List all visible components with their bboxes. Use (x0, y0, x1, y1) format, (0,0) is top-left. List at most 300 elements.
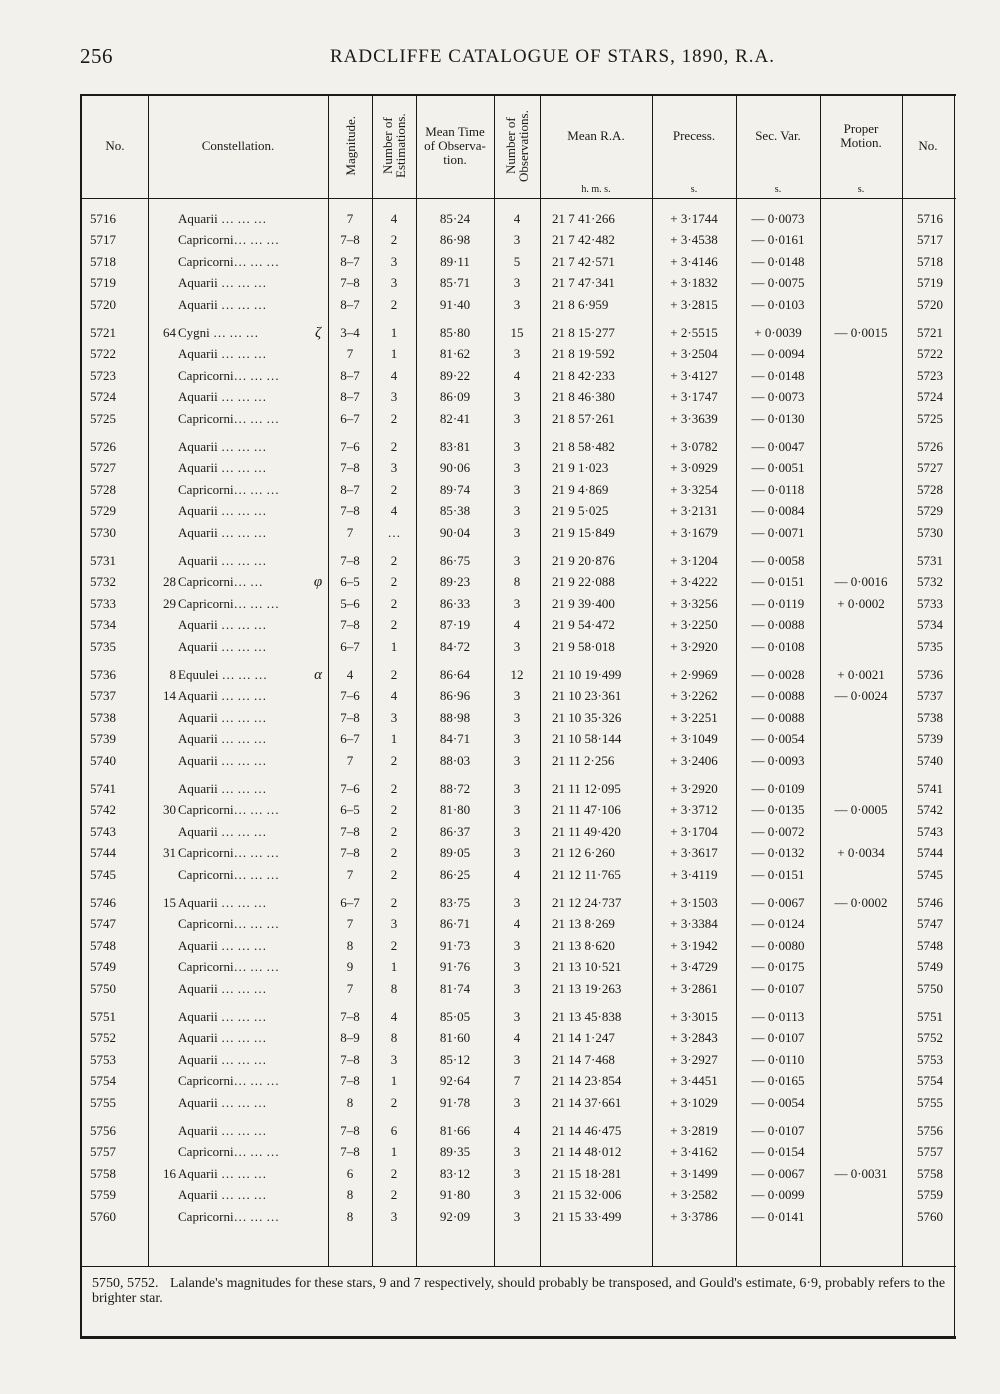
cell-observations: 3 (513, 389, 521, 405)
header-no: No. (105, 138, 125, 153)
cell-magnitude: 7 (346, 916, 354, 932)
cell-secular-variation: — 0·0108 (751, 638, 805, 654)
cell-mean-time: 84·72 (439, 638, 471, 654)
cell-magnitude: 7–6 (340, 688, 360, 704)
cell-constellation: Capricorni… … … (178, 959, 280, 975)
cell-star-number-right: 5729 (917, 503, 943, 519)
cell-mean-time: 89·11 (440, 253, 470, 269)
cell-magnitude: 7–8 (340, 503, 360, 519)
cell-constellation: Capricorni… … … (178, 916, 280, 932)
cell-constellation: Capricorni… … … (178, 1073, 280, 1089)
cell-observations: 3 (513, 1009, 521, 1024)
cell-star-number-right: 5738 (917, 709, 943, 725)
cell-secular-variation: — 0·0109 (751, 781, 805, 796)
cell-mean-time: 91·73 (439, 937, 471, 953)
cell-mean-time: 85·24 (439, 211, 471, 226)
cell-secular-variation: — 0·0071 (751, 524, 805, 540)
cell-proper-motion: + 0·0021 (837, 667, 885, 682)
cell-magnitude: 8–7 (340, 296, 360, 312)
cell-mean-time: 88·72 (439, 781, 471, 796)
cell-flamsteed-number: 15 (163, 895, 176, 910)
cell-star-number: 5735 (90, 638, 116, 654)
table-row (82, 892, 954, 914)
cell-mean-time: 91·76 (439, 959, 471, 975)
cell-mean-time: 86·37 (439, 823, 471, 839)
cell-precession: + 3·2262 (670, 688, 718, 704)
cell-constellation: Capricorni… … … (178, 481, 280, 497)
cell-estimations: 4 (390, 211, 398, 226)
cell-secular-variation: — 0·0088 (751, 709, 805, 725)
cell-magnitude: 8 (346, 937, 354, 953)
cell-magnitude: 7–8 (340, 1009, 360, 1024)
table-row (82, 436, 954, 458)
cell-estimations: 3 (390, 916, 398, 932)
cell-star-number-right: 5750 (917, 980, 943, 996)
cell-magnitude: 3–4 (340, 325, 360, 340)
cell-mean-ra: 21 8 57·261 (552, 410, 615, 426)
cell-constellation: Aquarii … … … (178, 709, 267, 725)
cell-precession: + 3·1499 (670, 1165, 718, 1181)
cell-constellation: Capricorni… … … (178, 232, 280, 248)
cell-mean-ra: 21 14 23·854 (552, 1073, 622, 1089)
cell-star-number: 5749 (90, 959, 116, 975)
page-number: 256 (80, 44, 113, 68)
table-row (82, 821, 954, 843)
cell-mean-time: 89·22 (439, 367, 471, 383)
cell-secular-variation: — 0·0073 (751, 211, 805, 226)
cell-magnitude: 7 (346, 866, 354, 882)
cell-precession: + 3·4451 (670, 1073, 718, 1089)
cell-mean-time: 89·23 (439, 574, 471, 590)
table-row (82, 978, 954, 1000)
cell-constellation: Aquarii … … … (178, 553, 267, 568)
cell-mean-ra: 21 11 47·106 (552, 802, 621, 818)
table-row (82, 685, 954, 707)
cell-bayer-letter: φ (313, 574, 323, 591)
cell-magnitude: 7 (346, 211, 354, 226)
cell-star-number-right: 5737 (917, 688, 943, 704)
cell-mean-ra: 21 8 15·277 (552, 325, 615, 340)
cell-estimations: 2 (390, 1094, 398, 1110)
cell-estimations: … (387, 524, 401, 540)
table-row (82, 593, 954, 615)
cell-star-number-right: 5719 (917, 275, 943, 291)
table-row (82, 913, 954, 935)
cell-mean-time: 89·05 (439, 845, 471, 861)
table-row (82, 750, 954, 772)
cell-star-number: 5725 (90, 410, 116, 426)
cell-constellation: Aquarii … … … (178, 524, 267, 540)
cell-mean-time: 88·98 (439, 709, 471, 725)
cell-star-number-right: 5756 (917, 1123, 943, 1138)
cell-mean-ra: 21 9 54·472 (552, 617, 615, 633)
cell-mean-ra: 21 8 6·959 (552, 296, 609, 312)
cell-star-number-right: 5723 (917, 367, 943, 383)
cell-observations: 4 (513, 916, 521, 932)
cell-mean-ra: 21 9 22·088 (552, 574, 615, 590)
cell-star-number-right: 5740 (917, 752, 943, 768)
cell-secular-variation: — 0·0088 (751, 688, 805, 704)
cell-constellation: Aquarii … … … (178, 752, 267, 768)
table-row (82, 842, 954, 864)
cell-star-number-right: 5741 (917, 781, 943, 796)
cell-observations: 3 (513, 1187, 521, 1203)
cell-estimations: 1 (390, 731, 398, 747)
cell-observations: 15 (510, 325, 524, 340)
cell-magnitude: 6–7 (340, 638, 360, 654)
cell-mean-time: 85·05 (439, 1009, 471, 1024)
cell-mean-ra: 21 14 48·012 (552, 1144, 622, 1160)
table-row (82, 1163, 954, 1185)
cell-estimations: 3 (390, 1051, 398, 1067)
header-proper-motion: Proper Motion. (840, 121, 882, 150)
cell-constellation: Aquarii … … … (178, 1094, 267, 1110)
cell-observations: 3 (513, 959, 521, 975)
cell-magnitude: 8–7 (340, 367, 360, 383)
cell-precession: + 3·2843 (670, 1030, 718, 1046)
cell-star-number: 5733 (90, 595, 116, 611)
cell-secular-variation: — 0·0130 (751, 410, 805, 426)
cell-mean-time: 91·80 (439, 1187, 471, 1203)
cell-estimations: 4 (390, 1009, 398, 1024)
cell-precession: + 3·1747 (670, 389, 718, 405)
cell-star-number: 5755 (90, 1094, 116, 1110)
cell-secular-variation: — 0·0135 (751, 802, 805, 818)
cell-constellation: Aquarii … … … (178, 503, 267, 519)
cell-observations: 3 (513, 296, 521, 312)
cell-mean-ra: 21 11 12·095 (552, 781, 621, 796)
cell-precession: + 3·3639 (670, 410, 718, 426)
cell-estimations: 3 (390, 253, 398, 269)
cell-estimations: 3 (390, 389, 398, 405)
cell-constellation: Aquarii … … … (178, 688, 267, 704)
cell-observations: 3 (513, 553, 521, 568)
cell-star-number: 5754 (90, 1073, 116, 1089)
cell-observations: 3 (513, 481, 521, 497)
cell-secular-variation: — 0·0067 (751, 1165, 805, 1181)
cell-magnitude: 8–7 (340, 253, 360, 269)
cell-mean-time: 90·04 (439, 524, 471, 540)
cell-mean-ra: 21 14 46·475 (552, 1123, 622, 1138)
cell-star-number: 5753 (90, 1051, 116, 1067)
cell-precession: + 3·1503 (670, 895, 718, 910)
cell-mean-time: 86·71 (439, 916, 471, 932)
cell-observations: 3 (513, 802, 521, 818)
table-row (82, 408, 954, 430)
footnote-ref: 5750, 5752. (92, 1276, 159, 1291)
cell-secular-variation: — 0·0099 (751, 1187, 805, 1203)
cell-star-number-right: 5749 (917, 959, 943, 975)
cell-secular-variation: — 0·0151 (751, 574, 805, 590)
cell-star-number-right: 5744 (917, 845, 943, 861)
cell-mean-ra: 21 15 32·006 (552, 1187, 622, 1203)
table-row (82, 664, 954, 686)
cell-estimations: 1 (390, 1144, 398, 1160)
cell-star-number: 5757 (90, 1144, 116, 1160)
cell-magnitude: 6–5 (340, 574, 360, 590)
cell-star-number-right: 5760 (917, 1208, 943, 1224)
cell-observations: 3 (513, 1165, 521, 1181)
cell-constellation: Capricorni… … … (178, 1208, 280, 1224)
cell-star-number: 5759 (90, 1187, 116, 1203)
cell-estimations: 2 (390, 823, 398, 839)
cell-magnitude: 7–8 (340, 1144, 360, 1160)
cell-observations: 4 (513, 1123, 521, 1138)
cell-mean-time: 84·71 (439, 731, 471, 747)
table-row (82, 386, 954, 408)
header-magnitude: Magnitude. (342, 116, 358, 176)
header-constellation: Constellation. (201, 138, 275, 153)
cell-constellation: Capricorni… … … (178, 595, 280, 611)
cell-mean-time: 86·75 (439, 553, 471, 568)
catalogue-table (80, 94, 956, 1339)
cell-star-number: 5726 (90, 439, 116, 454)
cell-observations: 3 (513, 524, 521, 540)
cell-secular-variation: — 0·0103 (751, 296, 805, 312)
table-row (82, 229, 954, 251)
cell-star-number-right: 5736 (917, 667, 943, 682)
cell-magnitude: 7 (346, 346, 354, 362)
cell-mean-time: 91·40 (439, 296, 471, 312)
cell-constellation: Aquarii … … … (178, 1165, 267, 1181)
cell-estimations: 4 (390, 503, 398, 519)
cell-estimations: 2 (390, 752, 398, 768)
cell-secular-variation: — 0·0148 (751, 253, 805, 269)
cell-magnitude: 7–8 (340, 275, 360, 291)
cell-star-number-right: 5726 (917, 439, 943, 454)
table-row (82, 522, 954, 544)
cell-secular-variation: — 0·0028 (751, 667, 805, 682)
cell-observations: 3 (513, 503, 521, 519)
cell-constellation: Aquarii … … … (178, 638, 267, 654)
cell-mean-ra: 21 10 19·499 (552, 667, 622, 682)
cell-estimations: 2 (390, 937, 398, 953)
cell-estimations: 8 (390, 980, 398, 996)
cell-magnitude: 5–6 (340, 595, 360, 611)
cell-estimations: 6 (390, 1123, 398, 1138)
cell-estimations: 2 (390, 553, 398, 568)
table-row (82, 457, 954, 479)
cell-constellation: Aquarii … … … (178, 823, 267, 839)
cell-secular-variation: — 0·0058 (751, 553, 805, 568)
cell-secular-variation: — 0·0132 (751, 845, 805, 861)
cell-precession: + 3·2406 (670, 752, 718, 768)
table-row (82, 728, 954, 750)
cell-estimations: 2 (390, 296, 398, 312)
cell-observations: 3 (513, 439, 521, 454)
cell-mean-time: 85·38 (439, 503, 471, 519)
cell-constellation: Capricorni… … … (178, 1144, 280, 1160)
cell-estimations: 2 (390, 439, 398, 454)
cell-observations: 3 (513, 731, 521, 747)
header-rule (82, 198, 956, 199)
page-header (80, 44, 920, 74)
cell-observations: 4 (513, 211, 521, 226)
cell-star-number: 5747 (90, 916, 116, 932)
cell-star-number-right: 5745 (917, 866, 943, 882)
cell-constellation: Aquarii … … … (178, 439, 267, 454)
cell-star-number-right: 5752 (917, 1030, 943, 1046)
cell-constellation: Aquarii … … … (178, 937, 267, 953)
cell-precession: + 3·2582 (670, 1187, 718, 1203)
cell-estimations: 2 (390, 845, 398, 861)
table-row (82, 272, 954, 294)
cell-precession: + 3·3384 (670, 916, 718, 932)
cell-star-number: 5750 (90, 980, 116, 996)
cell-secular-variation: — 0·0110 (751, 1051, 805, 1067)
cell-secular-variation: — 0·0054 (751, 731, 805, 747)
cell-constellation: Aquarii … … … (178, 617, 267, 633)
cell-flamsteed-number: 64 (163, 325, 176, 340)
cell-mean-time: 81·60 (439, 1030, 471, 1046)
cell-constellation: Aquarii … … … (178, 731, 267, 747)
cell-precession: + 3·2251 (670, 709, 718, 725)
header-mean-ra: Mean R.A. (567, 128, 625, 143)
cell-precession: + 3·1029 (670, 1094, 718, 1110)
cell-observations: 3 (513, 895, 521, 910)
cell-magnitude: 7 (346, 980, 354, 996)
cell-precession: + 3·2815 (670, 296, 718, 312)
cell-precession: + 2·9969 (670, 667, 718, 682)
cell-precession: + 3·1832 (670, 275, 718, 291)
cell-mean-ra: 21 12 24·737 (552, 895, 622, 910)
cell-precession: + 3·3712 (670, 802, 718, 818)
cell-star-number: 5717 (90, 232, 116, 248)
cell-star-number: 5729 (90, 503, 116, 519)
cell-mean-ra: 21 13 10·521 (552, 959, 622, 975)
cell-observations: 3 (513, 232, 521, 248)
cell-star-number: 5720 (90, 296, 116, 312)
cell-flamsteed-number: 31 (163, 845, 176, 861)
cell-observations: 4 (513, 367, 521, 383)
cell-mean-time: 86·25 (439, 866, 471, 882)
cell-magnitude: 9 (346, 959, 354, 975)
cell-constellation: Aquarii … … … (178, 460, 267, 476)
table-row (82, 1027, 954, 1049)
cell-secular-variation: — 0·0054 (751, 1094, 805, 1110)
cell-mean-time: 86·33 (439, 595, 471, 611)
cell-estimations: 8 (390, 1030, 398, 1046)
cell-precession: + 3·4119 (670, 866, 718, 882)
header-sec-var-unit: s. (774, 184, 782, 195)
cell-star-number: 5743 (90, 823, 116, 839)
cell-estimations: 2 (390, 781, 398, 796)
cell-magnitude: 8 (346, 1208, 354, 1224)
table-row (82, 571, 954, 593)
cell-observations: 7 (513, 1073, 521, 1089)
cell-star-number-right: 5731 (917, 553, 943, 568)
header-observations: Number of Observations. (503, 110, 531, 182)
cell-magnitude: 7 (346, 524, 354, 540)
cell-constellation: Cygni … … … (178, 325, 259, 340)
table-row (82, 864, 954, 886)
cell-observations: 3 (513, 845, 521, 861)
cell-precession: + 3·2927 (670, 1051, 718, 1067)
cell-mean-ra: 21 9 4·869 (552, 481, 609, 497)
cell-constellation: Aquarii … … … (178, 980, 267, 996)
header-mean-time: Mean Time of Observa-tion. (424, 124, 486, 167)
cell-star-number: 5716 (90, 211, 116, 226)
cell-precession: + 3·4538 (670, 232, 718, 248)
cell-precession: + 3·1204 (670, 553, 718, 568)
cell-mean-ra: 21 9 1·023 (552, 460, 609, 476)
cell-estimations: 3 (390, 460, 398, 476)
cell-magnitude: 7–8 (340, 553, 360, 568)
cell-mean-time: 81·74 (439, 980, 471, 996)
cell-observations: 8 (513, 574, 521, 590)
cell-star-number-right: 5735 (917, 638, 943, 654)
cell-mean-ra: 21 9 39·400 (552, 595, 615, 611)
table-row (82, 614, 954, 636)
cell-precession: + 3·4162 (670, 1144, 718, 1160)
cell-observations: 3 (513, 1051, 521, 1067)
cell-secular-variation: — 0·0141 (751, 1208, 805, 1224)
cell-mean-ra: 21 8 58·482 (552, 439, 615, 454)
cell-precession: + 2·5515 (670, 325, 718, 340)
cell-observations: 3 (513, 638, 521, 654)
cell-mean-time: 92·64 (439, 1073, 471, 1089)
cell-flamsteed-number: 14 (163, 688, 176, 704)
cell-constellation: Capricorni… … … (178, 367, 280, 383)
cell-observations: 3 (513, 709, 521, 725)
cell-magnitude: 6–5 (340, 802, 360, 818)
cell-precession: + 3·1744 (670, 211, 718, 226)
cell-star-number-right: 5717 (917, 232, 943, 248)
cell-mean-time: 86·96 (439, 688, 471, 704)
cell-secular-variation: — 0·0124 (751, 916, 805, 932)
table-row (82, 550, 954, 572)
cell-observations: 3 (513, 460, 521, 476)
cell-star-number: 5721 (90, 325, 116, 340)
table-row (82, 1141, 954, 1163)
cell-constellation: Aquarii … … … (178, 781, 267, 796)
cell-mean-ra: 21 10 23·361 (552, 688, 622, 704)
cell-mean-ra: 21 8 46·380 (552, 389, 615, 405)
header-proper-motion-unit: s. (857, 184, 865, 195)
cell-constellation: Aquarii … … … (178, 389, 267, 405)
cell-proper-motion: + 0·0034 (837, 845, 885, 861)
cell-precession: + 3·2920 (670, 638, 718, 654)
cell-mean-ra: 21 11 2·256 (552, 752, 615, 768)
cell-mean-ra: 21 12 6·260 (552, 845, 615, 861)
cell-magnitude: 6–7 (340, 731, 360, 747)
cell-star-number: 5736 (90, 667, 116, 682)
table-row (82, 636, 954, 658)
cell-estimations: 2 (390, 1165, 398, 1181)
cell-star-number-right: 5739 (917, 731, 943, 747)
cell-star-number-right: 5727 (917, 460, 943, 476)
cell-flamsteed-number: 16 (163, 1165, 176, 1181)
cell-magnitude: 6 (346, 1165, 354, 1181)
cell-magnitude: 7–8 (340, 232, 360, 248)
cell-star-number: 5751 (90, 1009, 116, 1024)
cell-precession: + 3·1704 (670, 823, 718, 839)
cell-mean-ra: 21 13 19·263 (552, 980, 622, 996)
cell-magnitude: 8 (346, 1094, 354, 1110)
cell-proper-motion: — 0·0031 (834, 1165, 888, 1181)
cell-observations: 4 (513, 1030, 521, 1046)
cell-star-number-right: 5730 (917, 524, 943, 540)
cell-flamsteed-number: 8 (169, 667, 176, 682)
cell-mean-ra: 21 7 41·266 (552, 211, 615, 226)
cell-star-number: 5748 (90, 937, 116, 953)
cell-mean-time: 83·12 (439, 1165, 471, 1181)
table-row (82, 799, 954, 821)
cell-flamsteed-number: 28 (163, 574, 176, 590)
cell-estimations: 2 (390, 410, 398, 426)
cell-star-number: 5746 (90, 895, 116, 910)
cell-mean-time: 87·19 (439, 617, 471, 633)
